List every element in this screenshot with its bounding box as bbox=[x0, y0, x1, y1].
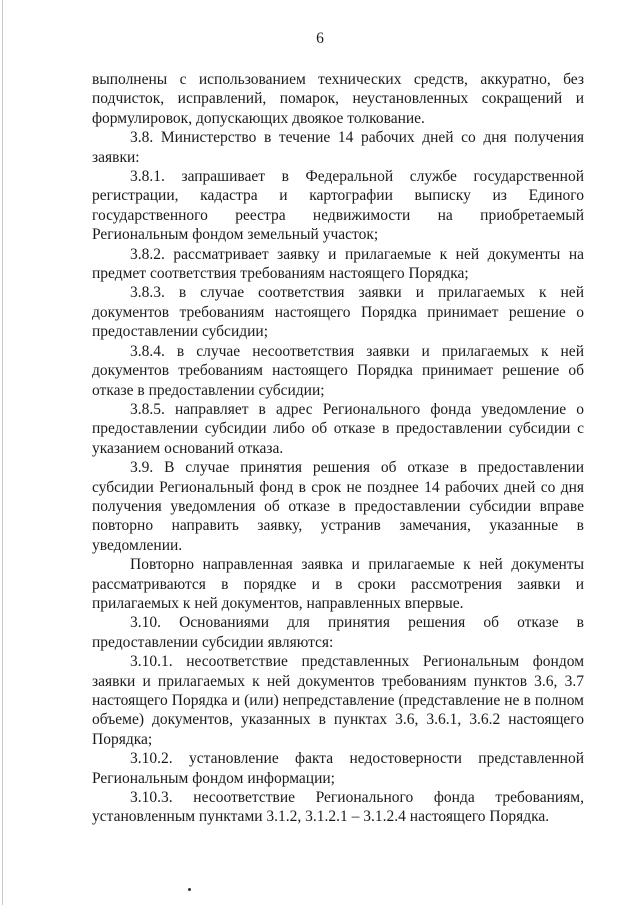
scan-speck bbox=[188, 888, 191, 891]
paragraph-3-8-4: 3.8.4. в случае несоответствия заявки и прилагаемых к ней документов требованиям настоящего Порядка принимает решение об отказе в предоставлении субсидии; bbox=[92, 342, 584, 399]
paragraph-continuation: выполнены с использованием технических средств, аккуратно, без подчисток, исправлений, помарок, неустановленных сокращений и формулировок, допускающих двоякое толкование. bbox=[92, 71, 584, 127]
document-body bbox=[92, 70, 584, 827]
paragraph-3-8-3: 3.8.3. в случае соответствия заявки и прилагаемых к ней документов требованиям настоящего Порядка принимает решение о предоставлении субсидии; bbox=[92, 284, 584, 341]
paragraph-resubmission: Повторно направленная заявка и прилагаемые к ней документы рассматриваются в порядке и в сроки рассмотрения заявки и прилагаемых к ней документов, направленных впервые. bbox=[92, 556, 584, 612]
paragraph-3-8: 3.8. Министерство в течение 14 рабочих дней со дня получения заявки: bbox=[92, 129, 584, 166]
paragraph-3-10-2: 3.10.2. установление факта недостоверности представленной Региональным фондом информации; bbox=[92, 750, 584, 787]
paragraph-3-8-2: 3.8.2. рассматривает заявку и прилагаемые к ней документы на предмет соответствия требованиям настоящего Порядка; bbox=[92, 245, 584, 283]
paragraph-3-10-1: 3.10.1. несоответствие представленных Региональным фондом заявки и прилагаемых к ней документов требованиям пунктов 3.6, 3.7 настоящего Порядка и (или) непредставление (представление не в полном объеме) документов, указанных в пунктах 3.6, 3.6.1, 3.6.2 настоящего Порядка; bbox=[92, 653, 584, 748]
page-edge-line bbox=[2, 0, 3, 905]
paragraph-3-8-1: 3.8.1. запрашивает в Федеральной службе государственной регистрации, кадастра и картографии выписку из Единого государственного реестра недвижимости на приобретаемый Региональным фондом земельный участок; bbox=[92, 168, 584, 244]
paragraph-3-10-3: 3.10.3. несоответствие Регионального фонда требованиям, установленным пунктами 3.1.2, 3.1.2.1 – 3.1.2.4 настоящего Порядка. bbox=[92, 789, 584, 826]
page-number: 6 bbox=[316, 30, 324, 47]
paragraph-3-8-5: 3.8.5. направляет в адрес Регионального фонда уведомление о предоставлении субсидии либо об отказе в предоставлении субсидии с указанием оснований отказа. bbox=[92, 400, 584, 457]
paragraph-3-10: 3.10. Основаниями для принятия решения об отказе в предоставлении субсидии являются: bbox=[92, 614, 584, 651]
paragraph-3-9: 3.9. В случае принятия решения об отказе в предоставлении субсидии Региональный фонд в срок не позднее 14 рабочих дней со дня получения уведомления об отказе в предоставлении субсидии вправе повторно направить заявку, устранив замечания, указанные в уведомлении. bbox=[92, 459, 584, 554]
